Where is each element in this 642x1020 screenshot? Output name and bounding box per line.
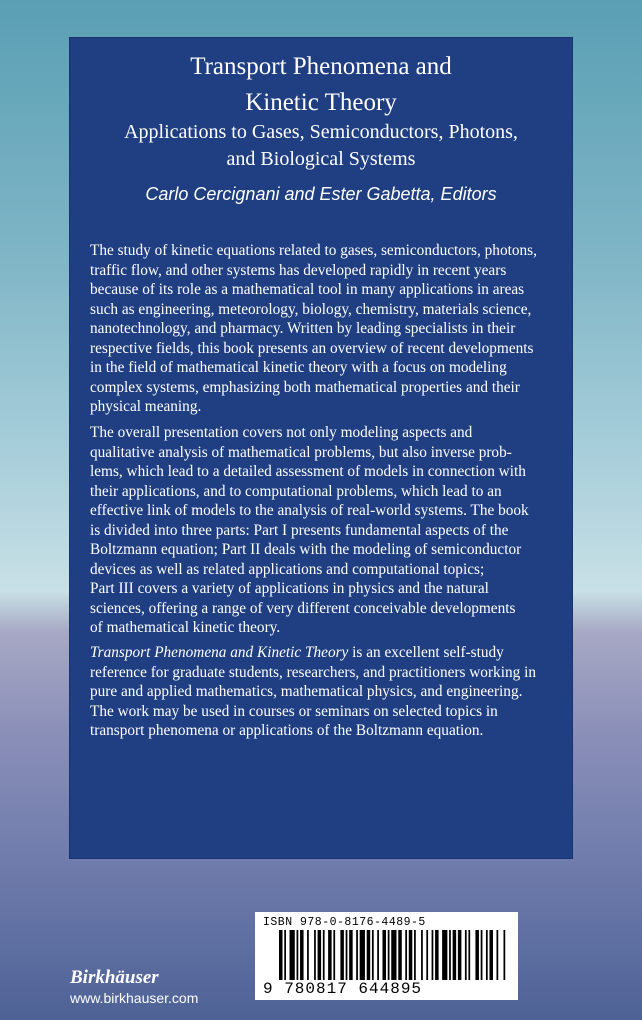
isbn-label: ISBN 978-0-8176-4489-5 (263, 916, 426, 929)
barcode-bar (435, 930, 439, 980)
barcode-bar (290, 930, 295, 980)
text-line: physical meaning. (90, 398, 202, 415)
book-title-line-1: Transport Phenomena and (190, 53, 452, 80)
barcode-bars (279, 930, 507, 980)
barcode-bar (346, 930, 348, 980)
barcode-bar (496, 930, 498, 980)
barcode-bar (284, 930, 286, 980)
text-line: qualitative analysis of mathematical problems, but also inverse prob- (90, 443, 512, 461)
barcode-bar (458, 930, 462, 980)
text-fragment: is an excellent self-study (348, 644, 504, 661)
text-line: of mathematical kinetic theory. (90, 619, 281, 636)
isbn-barcode (255, 912, 518, 1000)
text-line: reference for graduate students, researchers, and practitioners working in (90, 663, 536, 681)
barcode-bar (279, 930, 283, 980)
publisher-logo: Birkhäuser (70, 967, 159, 988)
barcode-bar (377, 930, 379, 980)
book-subtitle-line-2: and Biological Systems (226, 148, 416, 170)
barcode-bar (391, 930, 396, 980)
text-line: effective link of models to the analysis of real-world systems. The book (90, 502, 529, 519)
text-line: traffic flow, and other systems has developed rapidly in recent years (90, 261, 507, 279)
barcode-bar (333, 930, 335, 980)
editors-line: Carlo Cercignani and Ester Gabetta, Editors (145, 184, 497, 204)
barcode-bar (356, 930, 358, 980)
barcode-bar (432, 930, 434, 980)
text-line: pure and applied mathematics, mathematical physics, and engineering. (90, 683, 523, 700)
text-line: such as engineering, meteorology, biology, chemistry, materials science, (90, 300, 532, 318)
text-line: lems, which lead to a detailed assessment of models in connection with (90, 463, 526, 480)
text-line: respective fields, this book presents an overview of recent developments (90, 339, 534, 357)
barcode-bar (465, 930, 467, 980)
description-paragraph-2 (90, 423, 560, 638)
text-line: complex systems, emphasizing both mathematical properties and their (90, 378, 520, 396)
text-line: The study of kinetic equations related to gases, semiconductors, photons, (90, 242, 537, 259)
book-title-line-2: Kinetic Theory (245, 89, 397, 116)
text-line: is divided into three parts: Part I presents fundamental aspects of the (90, 521, 509, 539)
text-line (90, 643, 560, 663)
barcode-bar (503, 930, 505, 980)
text-line: their applications, and to computational problems, which lead to an (90, 482, 502, 500)
barcode-bar (453, 930, 457, 980)
barcode-bar (442, 930, 447, 980)
barcode-bar (388, 930, 390, 980)
barcode-bar (489, 930, 493, 980)
book-title-italic: Transport Phenomena and Kinetic Theory (90, 644, 349, 661)
barcode-bar (486, 930, 488, 980)
description-paragraph-1 (90, 241, 560, 417)
barcode-bar (349, 930, 353, 980)
barcode-digits: 9 780817 644895 (263, 980, 423, 998)
barcode-bar (314, 930, 316, 980)
publisher-website: www.birkhauser.com (70, 990, 199, 1006)
barcode-bar (372, 930, 374, 980)
barcode-bar (449, 930, 451, 980)
book-subtitle-line-1: Applications to Gases, Semiconductors, Photons, (124, 121, 518, 143)
barcode-bar (421, 930, 423, 980)
barcode-bar (300, 930, 304, 980)
text-line: The overall presentation covers not only modeling aspects and (90, 424, 473, 441)
barcode-bar (367, 930, 371, 980)
text-line: sciences, offering a range of very different conceivable developments (90, 599, 516, 617)
text-line: transport phenomena or applications of the Boltzmann equation. (90, 722, 484, 739)
barcode-bar (409, 930, 413, 980)
barcode-bar (468, 930, 470, 980)
barcode-bar (405, 930, 407, 980)
barcode-bar (481, 930, 483, 980)
barcode-bar (307, 930, 309, 980)
barcode-bar (426, 930, 428, 980)
text-line: Part III covers a variety of applications in physics and the natural (90, 580, 489, 597)
text-line: devices as well as related applications and computational topics; (90, 560, 485, 578)
cover-text-panel (69, 37, 573, 859)
text-line: because of its role as a mathematical tool in many applications in areas (90, 281, 525, 298)
barcode-bar (340, 930, 344, 980)
barcode-bar (328, 930, 332, 980)
description-paragraph-3 (90, 643, 560, 741)
barcode-bar (360, 930, 365, 980)
barcode-bar (382, 930, 386, 980)
text-line: The work may be used in courses or seminars on selected topics in (90, 702, 498, 720)
barcode-bar (297, 930, 299, 980)
text-line: nanotechnology, and pharmacy. Written by leading specialists in their (90, 320, 516, 337)
text-line: Boltzmann equation; Part II deals with the modeling of semiconductor (90, 541, 522, 558)
barcode-bar (398, 930, 402, 980)
barcode-bar (475, 930, 479, 980)
barcode-bar (318, 930, 322, 980)
barcode-bar (414, 930, 416, 980)
text-line: in the field of mathematical kinetic theory with a focus on modeling (90, 359, 507, 376)
barcode-bar (323, 930, 325, 980)
